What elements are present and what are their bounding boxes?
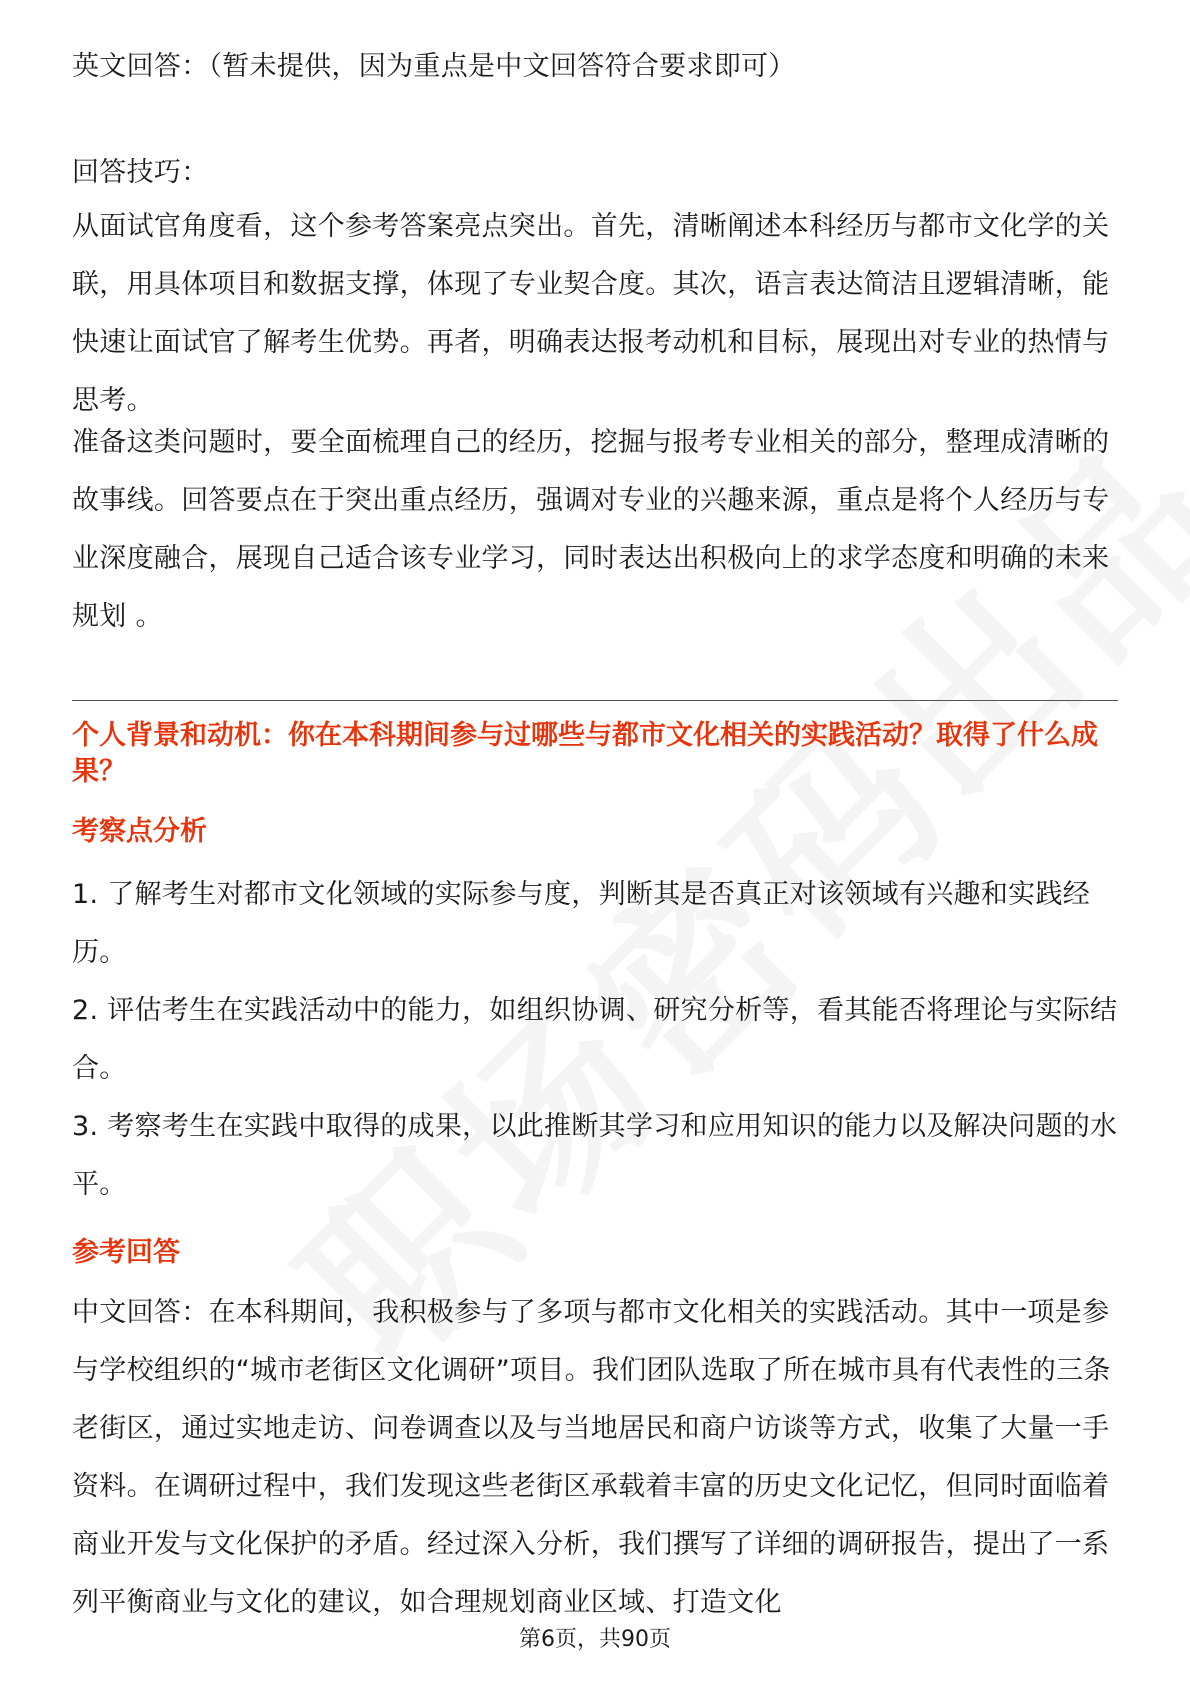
section-divider [72,700,1118,701]
english-answer: 英文回答：（暂未提供，因为重点是中文回答符合要求即可） [72,51,796,82]
tips-paragraph-2: 准备这类问题时，要全面梳理自己的经历，挖掘与报考专业相关的部分，整理成清晰的故事线。回答要点在于突出重点经历，强调对专业的兴趣来源，重点是将个人经历与专业深度融合，展现自己适合该专业学习，同时表达出积极向上的求学态度和明确的未来规划 。 [72,427,1110,632]
analysis-heading: 考察点分析 [72,816,207,847]
question-title: 个人背景和动机：你在本科期间参与过哪些与都市文化相关的实践活动？取得了什么成果？ [72,720,1098,787]
analysis-point-2: 2. 评估考生在实践活动中的能力，如组织协调、研究分析等，看其能否将理论与实际结合。 [72,995,1118,1084]
analysis-point-1: 1. 了解考生对都市文化领域的实际参与度，判断其是否真正对该领域有兴趣和实践经历。 [72,879,1091,968]
tips-label: 回答技巧： [72,157,209,188]
reference-heading: 参考回答 [72,1237,180,1268]
chinese-answer: 中文回答：在本科期间，我积极参与了多项与都市文化相关的实践活动。其中一项是参与学校组织的“城市老街区文化调研”项目。我们团队选取了所在城市具有代表性的三条老街区，通过实地走访、问卷调查以及与当地居民和商户访谈等方式，收集了大量一手资料。在调研过程中，我们发现这些老街区承载着丰富的历史文化记忆，但同时面临着商业开发与文化保护的矛盾。经过深入分析，我们撰写了详细的调研报告，提出了一系列平衡商业与文化的建议，如合理规划商业区域、打造文化 [72,1297,1111,1618]
page-number: 第6页，共90页 [519,1627,671,1652]
analysis-point-3: 3. 考察考生在实践中取得的成果，以此推断其学习和应用知识的能力以及解决问题的水平。 [72,1111,1118,1200]
tips-paragraph-1: 从面试官角度看，这个参考答案亮点突出。首先，清晰阐述本科经历与都市文化学的关联，用具体项目和数据支撑，体现了专业契合度。其次，语言表达简洁且逻辑清晰，能快速让面试官了解考生优势。再者，明确表达报考动机和目标，展现出对专业的热情与思考。 [72,211,1110,416]
